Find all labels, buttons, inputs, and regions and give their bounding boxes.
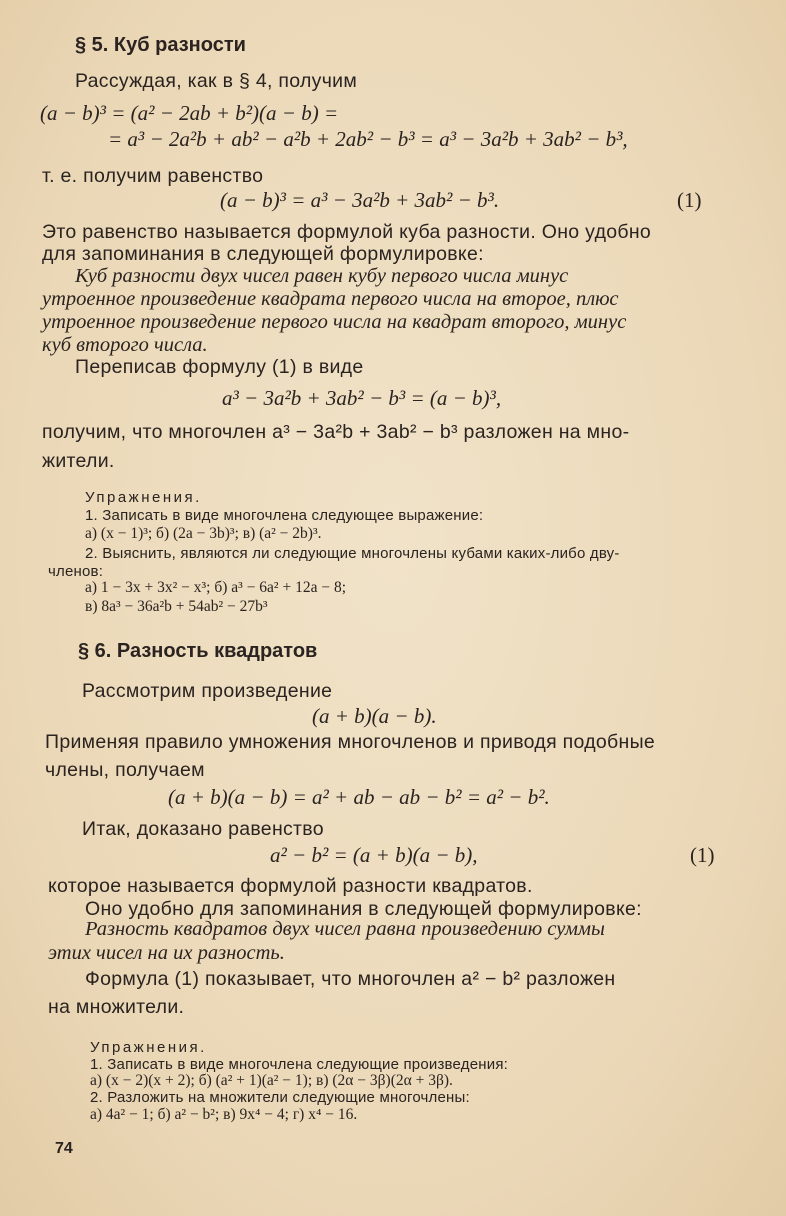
- section5-heading: § 5. Куб разности: [75, 34, 246, 56]
- formula-number: (1): [677, 188, 702, 212]
- section6-intro: Рассмотрим произведение: [82, 680, 333, 702]
- section5-intro: Рассуждая, как в § 4, получим: [75, 70, 358, 92]
- exercise-2-line-2: членов:: [48, 563, 104, 580]
- derivation-line-1: (a − b)³ = (a² − 2ab + b²)(a − b) =: [40, 101, 339, 125]
- product-expression: (a + b)(a − b).: [312, 704, 437, 728]
- exercises-title: Упражнения.: [85, 489, 202, 506]
- shows-line-1: Формула (1) показывает, что многочлен a² − b² разложен: [85, 968, 616, 990]
- exercise6-2-items: а) 4a² − 1; б) a² − b²; в) 9x⁴ − 4; г) x⁴ − 16.: [90, 1106, 358, 1123]
- called-line: которое называется формулой разности квадратов.: [48, 875, 533, 897]
- rule-line-4: куб второго числа.: [42, 334, 208, 356]
- exercise-2-items-1: а) 1 − 3x + 3x² − x³; б) a³ − 6a² + 12a − 8;: [85, 579, 347, 596]
- conclusion-line-1: получим, что многочлен a³ − 3a²b + 3ab² − b³ разложен на мно-: [42, 421, 630, 443]
- exercise6-1: 1. Записать в виде многочлена следующие произведения:: [90, 1056, 509, 1073]
- conclusion-line-2: жители.: [42, 450, 115, 472]
- para-line-1: Это равенство называется формулой куба разности. Оно удобно: [42, 221, 652, 243]
- reversed-formula: a³ − 3a²b + 3ab² − b³ = (a − b)³,: [222, 386, 502, 410]
- shows-line-2: на множители.: [48, 996, 185, 1018]
- convenient-line: Оно удобно для запоминания в следующей формулировке:: [85, 898, 642, 920]
- exercises6-title: Упражнения.: [90, 1039, 207, 1056]
- section6-heading: § 6. Разность квадратов: [78, 640, 318, 662]
- apply-line-2: члены, получаем: [45, 759, 205, 781]
- exercise-2-line-1: 2. Выяснить, являются ли следующие многочлены кубами каких-либо дву-: [85, 545, 620, 562]
- te-line: т. е. получим равенство: [42, 165, 264, 187]
- page-number: 74: [55, 1140, 73, 1157]
- exercise-2-items-2: в) 8a³ − 36a²b + 54ab² − 27b³: [85, 598, 268, 615]
- exercise-1-items: а) (x − 1)³; б) (2a − 3b)³; в) (a² − 2b)³.: [85, 525, 322, 542]
- para-line-2: для запоминания в следующей формулировке:: [42, 243, 484, 265]
- apply-line-1: Применяя правило умножения многочленов и приводя подобные: [45, 731, 656, 753]
- formula-number-2: (1): [690, 843, 715, 867]
- rule-line-3: утроенное произведение первого числа на квадрат второго, минус: [42, 311, 627, 333]
- exercise6-2: 2. Разложить на множители следующие многочлены:: [90, 1089, 470, 1106]
- rule-line-2: утроенное произведение квадрата первого числа на второе, плюс: [42, 288, 619, 310]
- exercise-1: 1. Записать в виде многочлена следующее выражение:: [85, 507, 484, 524]
- proved-line: Итак, доказано равенство: [82, 818, 324, 840]
- cube-difference-formula: (a − b)³ = a³ − 3a²b + 3ab² − b³.: [220, 188, 500, 212]
- rule-line-1: Куб разности двух чисел равен кубу первого числа минус: [75, 265, 569, 287]
- expansion-formula: (a + b)(a − b) = a² + ab − ab − b² = a² − b².: [168, 785, 550, 809]
- rule6-line-1: Разность квадратов двух чисел равна произведению суммы: [85, 918, 605, 940]
- difference-of-squares-formula: a² − b² = (a + b)(a − b),: [270, 843, 478, 867]
- derivation-line-2: = a³ − 2a²b + ab² − a²b + 2ab² − b³ = a³ − 3a²b + 3ab² − b³,: [108, 127, 628, 151]
- rule6-line-2: этих чисел на их разность.: [48, 942, 285, 964]
- rewrite-line: Переписав формулу (1) в виде: [75, 356, 364, 378]
- exercise6-1-items: а) (x − 2)(x + 2); б) (a² + 1)(a² − 1); в) (2α − 3β)(2α + 3β).: [90, 1072, 453, 1089]
